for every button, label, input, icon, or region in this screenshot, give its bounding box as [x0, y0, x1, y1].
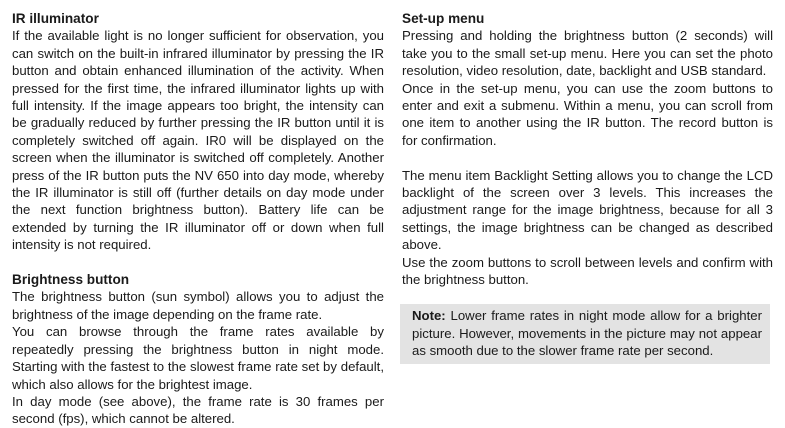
note-text: Lower frame rates in night mode allow for a brighter picture. However, movements in the picture may not appear as smooth due to the slower frame rate per second.	[412, 308, 762, 359]
right-column	[402, 10, 773, 364]
note-box	[400, 304, 770, 363]
setup-paragraph-1: Pressing and holding the brightness button (2 seconds) will take you to the small set-up menu. Here you can set the photo resolution, video resolution, date, backlight and USB standard.	[402, 28, 773, 79]
brightness-paragraph-3: In day mode (see above), the frame rate is 30 frames per second (fps), which cannot be altered.	[12, 393, 384, 427]
note-label: Note:	[412, 308, 446, 324]
setup-paragraph-4: Use the zoom buttons to scroll between levels and confirm with the brightness button.	[402, 254, 773, 288]
brightness-button-section	[12, 271, 384, 428]
setup-menu-section	[402, 10, 773, 288]
brightness-button-heading: Brightness button	[12, 272, 130, 288]
paragraph-spacer	[402, 149, 773, 166]
note-paragraph	[412, 307, 762, 359]
setup-paragraph-3: The menu item Backlight Setting allows you to change the LCD backlight of the screen over 3 levels. This increases the adjustment range for the image brightness, because for all 3 settings, the image brightness can be changed as described above.	[402, 167, 773, 253]
setup-paragraph-2: Once in the set-up menu, you can use the zoom buttons to enter and exit a submenu. Within a menu, you can scroll from one item to another using the IR button. The record button is for confirmation.	[402, 80, 773, 148]
ir-illuminator-section	[12, 10, 384, 254]
ir-illuminator-body: If the available light is no longer sufficient for observation, you can switch on the built-in infrared illuminator by pressing the IR button and obtain enhanced illumination of the activity. When pressed for the first time, the infrared illuminator lights up with full intensity. If the image appears too bright, the intensity can be gradually reduced by further pressing the IR button until it is completely switched off again. IR0 will be displayed on the screen when the illuminator is switched off completely. Another press of the IR button puts the NV 650 into day mode, whereby the IR illuminator is still off (further details on day mode under the next function brightness button). Battery life can be extended by turning the IR illuminator off or down when full intensity is not required.	[12, 28, 384, 253]
section-spacer	[12, 254, 384, 271]
brightness-paragraph-1: The brightness button (sun symbol) allows you to adjust the brightness of the image depending on the frame rate.	[12, 289, 384, 322]
brightness-paragraph-2: You can browse through the frame rates available by repeatedly pressing the brightness button in night mode. Starting with the fastest to the slowest frame rate set by default, which also allows for the brightest image.	[12, 324, 384, 392]
setup-menu-heading: Set-up menu	[402, 11, 485, 26]
left-column	[12, 10, 384, 428]
ir-illuminator-heading: IR illuminator	[12, 11, 99, 26]
